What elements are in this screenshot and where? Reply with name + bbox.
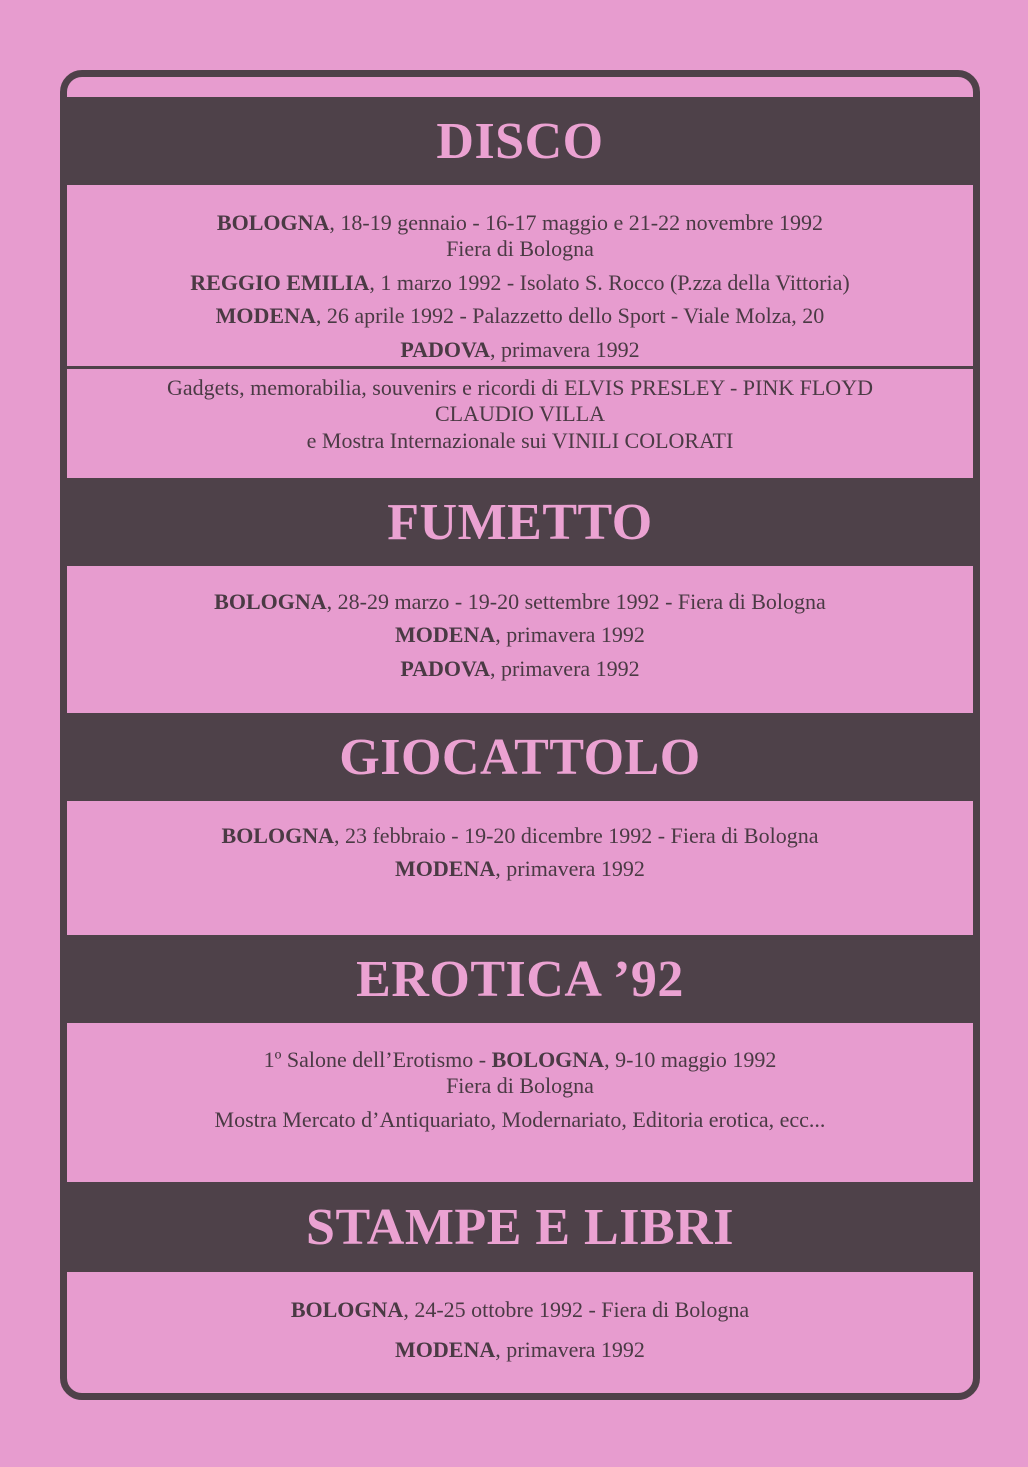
section-header-erotica (67, 935, 973, 1023)
city-name: REGGIO EMILIA (190, 269, 370, 295)
event-line (67, 1047, 973, 1073)
section-title: FUMETTO (387, 493, 653, 551)
event-line (67, 270, 973, 296)
event-details: , 23 febbraio - 19-20 dicembre 1992 - Fiera di Bologna (333, 823, 819, 848)
event-details: , 24-25 ottobre 1992 - Fiera di Bologna (403, 1297, 750, 1322)
event-line (67, 823, 973, 849)
event-line (67, 210, 973, 236)
section-extra-disco (67, 375, 973, 454)
event-venue: Fiera di Bologna (446, 1073, 594, 1099)
event-venue: Fiera di Bologna (446, 236, 594, 262)
event-line (67, 337, 973, 363)
flyer-frame (60, 70, 980, 1400)
section-header-giocattolo (67, 713, 973, 801)
event-line (67, 1073, 973, 1099)
section-title: EROTICA ’92 (356, 950, 684, 1008)
event-line (67, 1337, 973, 1363)
event-details: , 18-19 gennaio - 16-17 maggio e 21-22 novembre 1992 (329, 210, 824, 235)
section-body-stampe-e-libri (67, 1297, 973, 1364)
city-name: BOLOGNA (290, 1297, 404, 1322)
section-body-erotica (67, 1047, 973, 1133)
city-name: MODENA (395, 856, 496, 882)
event-details: , 26 aprile 1992 - Palazzetto dello Sport - Viale Molza, 20 (315, 303, 825, 329)
city-name: BOLOGNA (216, 210, 330, 235)
event-line (67, 589, 973, 615)
extra-line: CLAUDIO VILLA (434, 401, 606, 427)
section-header-disco (67, 97, 973, 185)
section-header-stampe-e-libri (67, 1182, 973, 1272)
section-title: GIOCATTOLO (339, 728, 701, 786)
city-name: PADOVA (400, 655, 490, 681)
city-name: MODENA (395, 622, 496, 648)
event-line (67, 622, 973, 648)
city-name: MODENA (395, 1337, 496, 1363)
section-body-disco (67, 210, 973, 363)
event-description: Mostra Mercato d’Antiquariato, Modernariato, Editoria erotica, ecc... (214, 1106, 826, 1132)
section-body-fumetto (67, 589, 973, 682)
extra-line: Gadgets, memorabilia, souvenirs e ricordi di ELVIS PRESLEY - PINK FLOYD (167, 375, 873, 400)
event-line (67, 236, 973, 262)
event-details: , primavera 1992 (489, 336, 640, 362)
city-name: BOLOGNA (221, 823, 334, 848)
event-line (67, 856, 973, 882)
section-header-fumetto (67, 478, 973, 566)
city-name: BOLOGNA (214, 589, 327, 614)
event-line (67, 1107, 973, 1133)
event-prefix: 1º Salone dell’Erotismo - (263, 1047, 492, 1072)
event-line (67, 1297, 973, 1323)
event-details: , primavera 1992 (495, 1337, 645, 1363)
city-name: BOLOGNA (491, 1047, 605, 1072)
city-name: PADOVA (400, 336, 490, 362)
section-title: DISCO (436, 112, 604, 170)
event-details: , 1 marzo 1992 - Isolato S. Rocco (P.zza della Vittoria) (369, 269, 850, 295)
city-name: MODENA (215, 303, 316, 329)
event-details: , primavera 1992 (489, 655, 640, 681)
extra-line: e Mostra Internazionale sui VINILI COLORATI (306, 427, 734, 453)
event-details: , 28-29 marzo - 19-20 settembre 1992 - Fiera di Bologna (326, 589, 826, 614)
divider (67, 366, 973, 369)
event-details: , primavera 1992 (495, 856, 645, 882)
section-title: STAMPE E LIBRI (306, 1198, 734, 1256)
section-body-giocattolo (67, 823, 973, 883)
event-line (67, 656, 973, 682)
event-details: , 9-10 maggio 1992 (604, 1047, 777, 1072)
event-details: , primavera 1992 (495, 622, 645, 648)
event-line (67, 303, 973, 329)
